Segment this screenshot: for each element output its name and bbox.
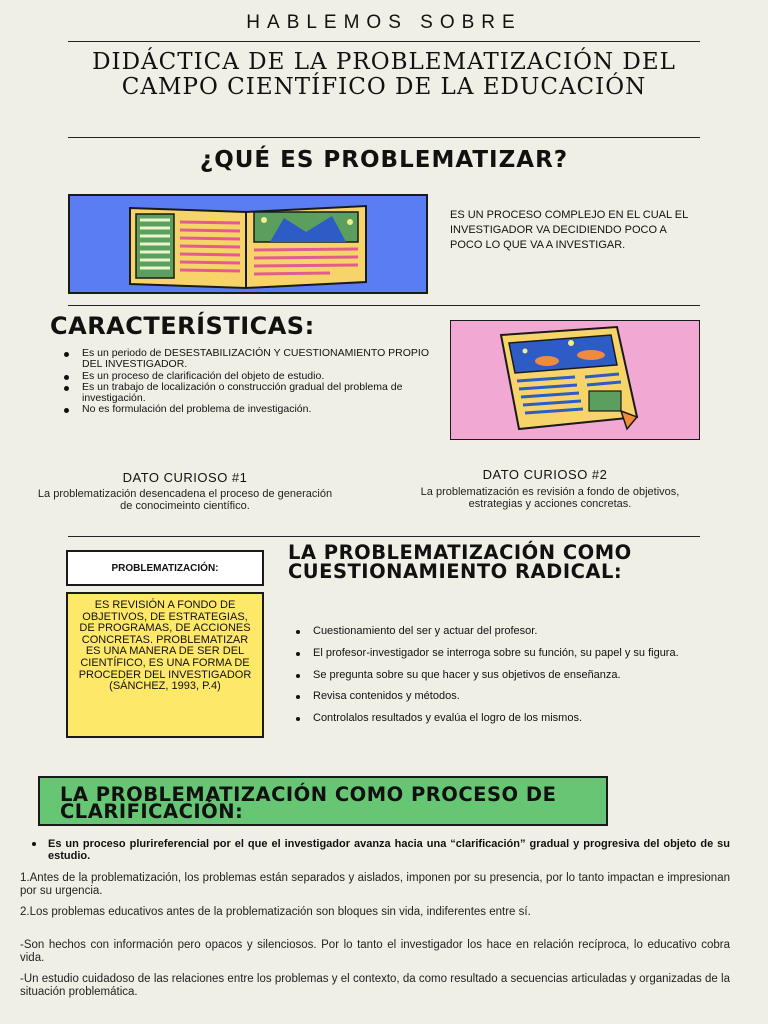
divider bbox=[68, 41, 700, 42]
paragraph: -Un estudio cuidadoso de las relaciones entre los problemas y el contexto, da como resultado a secuencias articuladas y organizadas de la situación problemática. bbox=[20, 973, 730, 998]
divider bbox=[68, 137, 700, 138]
section-title-clarification: LA PROBLEMATIZACIÓN COMO PROCESO DE CLARIFICACIÓN: bbox=[38, 776, 608, 826]
page-title: DIDÁCTICA DE LA PROBLEMATIZACIÓN DEL CAMPO CIENTÍFICO DE LA EDUCACIÓN bbox=[92, 49, 676, 100]
list-item: Se pregunta sobre su que hacer y sus objetivos de enseñanza. bbox=[294, 670, 722, 682]
list-item: Cuestionamiento del ser y actuar del profesor. bbox=[294, 626, 722, 638]
eyebrow-heading: HABLEMOS SOBRE bbox=[246, 12, 522, 33]
definition-box: ES REVISIÓN A FONDO DE OBJETIVOS, DE ESTRATEGIAS, DE PROGRAMAS, DE ACCIONES CONCRETAS. PROBLEMATIZAR ES UNA MANERA DE SER DEL CIENTÍFICO, ES UNA FORMA DE PROCEDER DEL INVESTIGADOR (SÁNCHEZ, 1993, P.4) bbox=[66, 592, 264, 738]
newspaper-illustration bbox=[450, 320, 700, 440]
paragraph: 2.Los problemas educativos antes de la problematización son bloques sin vida, indiferentes entre sí. bbox=[20, 906, 531, 918]
section-title-radical: LA PROBLEMATIZACIÓN COMO CUESTIONAMIENTO RADICAL: bbox=[288, 541, 632, 583]
list-item: El profesor-investigador se interroga sobre su función, su papel y su figura. bbox=[294, 648, 722, 660]
section-title-characteristics: CARACTERÍSTICAS: bbox=[50, 312, 315, 340]
paragraph: 1.Antes de la problematización, los problemas están separados y aislados, imponen por su presencia, por lo tanto impactan e impresionan por su urgencia. bbox=[20, 872, 730, 897]
radical-list bbox=[294, 626, 722, 735]
open-book-illustration bbox=[68, 194, 428, 294]
list-item: Es un trabajo de localización o construcción gradual del problema de investigación. bbox=[62, 382, 432, 405]
list-item: Es un proceso de clarificación del objeto de estudio. bbox=[62, 371, 432, 382]
clarification-bullet: Es un proceso plurireferencial por el que el investigador avanza hacia una “clarificación” gradual y progresiva del objeto de su estudio. bbox=[30, 838, 730, 862]
list-item: No es formulación del problema de investigación. bbox=[62, 404, 432, 415]
fun-fact-text-1: La problematización desencadena el proceso de generación de conocimeinto científico. bbox=[37, 488, 333, 512]
characteristics-list bbox=[62, 348, 432, 416]
fun-fact-title-2: DATO CURIOSO #2 bbox=[482, 467, 608, 482]
definition-text: ES UN PROCESO COMPLEJO EN EL CUAL EL INVESTIGADOR VA DECIDIENDO POCO A POCO LO QUE VA A INVESTIGAR. bbox=[450, 209, 688, 251]
list-item: Es un periodo de DESESTABILIZACIÓN Y CUESTIONAMIENTO PROPIO DEL INVESTIGADOR. bbox=[62, 348, 432, 371]
list-item: Revisa contenidos y métodos. bbox=[294, 691, 722, 703]
definition-label: PROBLEMATIZACIÓN: bbox=[66, 550, 264, 586]
fun-fact-title-1: DATO CURIOSO #1 bbox=[122, 470, 248, 485]
list-item: Controlalos resultados y evalúa el logro de los mismos. bbox=[294, 713, 722, 725]
book-icon bbox=[70, 196, 426, 292]
fun-fact-text-2: La problematización es revisión a fondo de objetivos, estrategias y acciones concretas. bbox=[420, 486, 680, 510]
newspaper-icon bbox=[451, 321, 699, 439]
divider bbox=[68, 536, 700, 537]
divider bbox=[68, 305, 700, 306]
paragraph: -Son hechos con información pero opacos y silenciosos. Por lo tanto el investigador los hace en relación recíproca, lo educativo cobra vida. bbox=[20, 939, 730, 964]
section-title-what-is: ¿QUÉ ES PROBLEMATIZAR? bbox=[199, 147, 569, 173]
